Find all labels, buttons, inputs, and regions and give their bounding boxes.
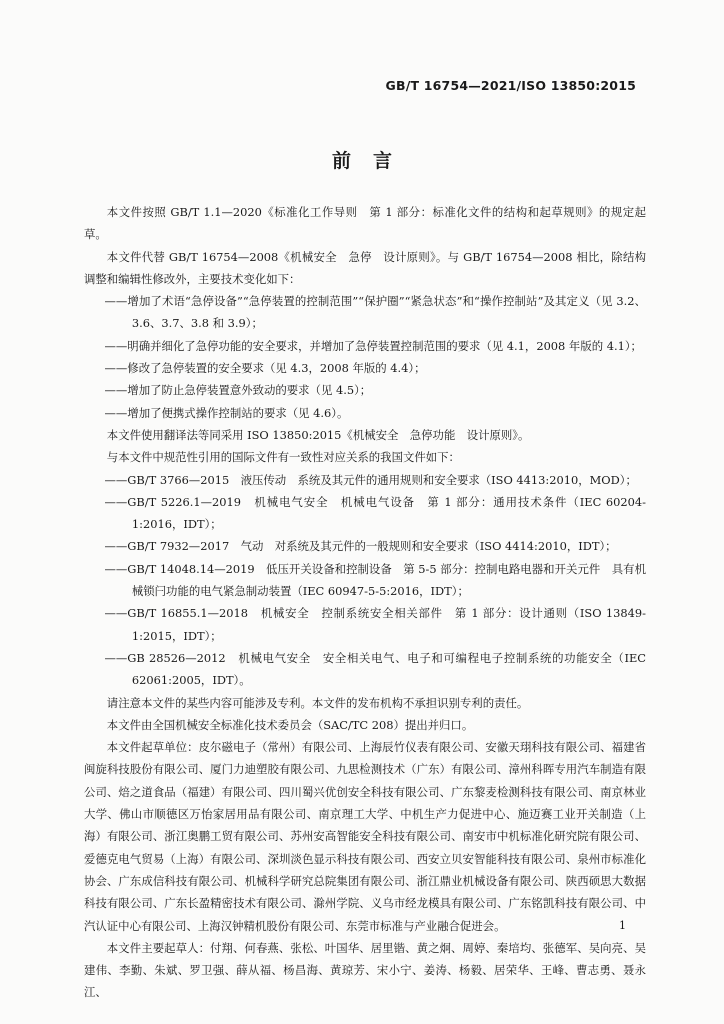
list-item: ——明确并细化了急停功能的安全要求，并增加了急停装置控制范围的要求（见 4.1，2008 年版的 4.1）； <box>104 338 642 353</box>
list-item: ——增加了术语“急停设备”“急停装置的控制范围”“保护圈”“紧急状态”和“操作控制站”及其定义（见 3.2、3.6、3.7、3.8 和 3.9）； <box>104 294 646 331</box>
list-item: ——修改了急停装置的安全要求（见 4.3，2008 年版的 4.4）； <box>104 361 426 376</box>
reference-item: ——GB 28526—2012 机械电气安全 安全相关电气、电子和可编程电子控制系统的功能安全（IEC 62061:2005，IDT）。 <box>104 650 646 688</box>
reference-item: ——GB/T 16855.1—2018 机械安全 控制系统安全相关部件 第 1 部分：设计通则（ISO 13849-1:2015，IDT）； <box>104 606 646 643</box>
paragraph-proposer: 本文件由全国机械安全标准化技术委员会（SAC/TC 208）提出并归口。 <box>106 717 474 732</box>
paragraph-replaces: 本文件代替 GB/T 16754—2008《机械安全 急停 设计原则》。与 GB/T 16754—2008 相比，除结构调整和编辑性修改外，主要技术变化如下： <box>84 249 646 286</box>
paragraph-references-intro: 与本文件中规范性引用的国际文件有一致性对应关系的我国文件如下： <box>106 450 460 465</box>
standard-code: GB/T 16754—2021/ISO 13850:2015 <box>385 78 636 93</box>
reference-item: ——GB/T 14048.14—2019 低压开关设备和控制设备 第 5-5 部分：控制电路电器和开关元件 具有机械锁闩功能的电气紧急制动装置（IEC 60947-5-5:2016，IDT）； <box>104 561 646 599</box>
paragraph-drafters: 本文件主要起草人：付翔、何春燕、张松、叶国华、居里锴、黄之炯、周婷、秦培均、张德军、吴向亮、吴建伟、李勤、朱斌、罗卫强、薛从福、杨昌海、黄琼芳、宋小宁、姜涛、杨毅、居荣华、王峰、曹志勇、聂永江、 <box>84 940 646 1000</box>
list-item: ——增加了防止急停装置意外致动的要求（见 4.5）； <box>104 383 372 398</box>
paragraph-patent-notice: 请注意本文件的某些内容可能涉及专利。本文件的发布机构不承担识别专利的责任。 <box>106 695 529 710</box>
reference-item: ——GB/T 7932—2017 气动 对系统及其元件的一般规则和安全要求（ISO 4414:2010，IDT）； <box>104 539 617 554</box>
document-body <box>84 201 646 1004</box>
list-item: ——增加了便携式操作控制站的要求（见 4.6）。 <box>104 405 349 420</box>
reference-item: ——GB/T 5226.1—2019 机械电气安全 机械电气设备 第 1 部分：通用技术条件（IEC 60204-1:2016，IDT）； <box>104 494 646 532</box>
reference-item: ——GB/T 3766—2015 液压传动 系统及其元件的通用规则和安全要求（ISO 4413:2010，MOD）； <box>104 472 637 487</box>
paragraph-drafting-rules: 本文件按照 GB/T 1.1—2020《标准化工作导则 第 1 部分：标准化文件的结构和起草规则》的规定起草。 <box>84 205 646 242</box>
page-title: 前言 <box>331 150 414 172</box>
page-number: 1 <box>619 919 626 932</box>
paragraph-adoption: 本文件使用翻译法等同采用 ISO 13850:2015《机械安全 急停功能 设计原则》。 <box>106 427 530 442</box>
paragraph-drafting-units: 本文件起草单位：皮尔磁电子（常州）有限公司、上海辰竹仪表有限公司、安徽天珝科技有限公司、福建省闽旋科技股份有限公司、厦门力迪塑胶有限公司、九思检测技术（广东）有限公司、漳州科晖专用汽车制造有限公司、焙之道食品（福建）有限公司、四川蜀兴优创安全科技有限公司、广东黎麦检测科技有限公司、南京林业大学、佛山市顺德区万怡家居用品有限公司、南京理工大学、中机生产力促进中心、施迈赛工业开关制造（上海）有限公司、浙江奥鹏工贸有限公司、苏州安高智能安全科技有限公司、南安市中机标准化研究院有限公司、爱德克电气贸易（上海）有限公司、深圳淡色显示科技有限公司、西安立贝安智能科技有限公司、泉州市标准化协会、广东成信科技有限公司、机械科学研究总院集团有限公司、浙江鼎业机械设备有限公司、陕西硕思大数据科技有限公司、广东长盈精密技术有限公司、滁州学院、义乌市经龙模具有限公司、广东铭凯科技有限公司、中汽认证中心有限公司、上海汉钟精机股份有限公司、东莞市标准与产业融合促进会。 <box>84 740 646 933</box>
